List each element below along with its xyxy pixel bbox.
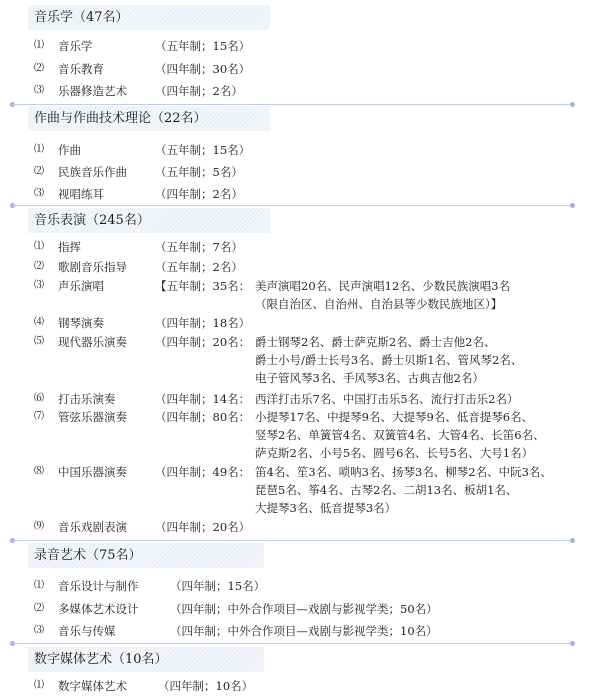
item-number: ⑼ — [34, 521, 44, 532]
item-detail-line: 爵士小号/爵士长号3名、爵士贝斯1名、管风琴2名、 — [255, 353, 523, 367]
section-divider — [12, 643, 572, 644]
item-name: 作曲 — [58, 143, 81, 157]
item-number: ⑵ — [34, 603, 44, 614]
item-duration: （四年制；中外合作项目—戏剧与影视学类；50名） — [170, 602, 438, 616]
item-number: ⑶ — [34, 188, 44, 199]
item-name: 指挥 — [58, 240, 81, 254]
item-number: ⑴ — [34, 241, 44, 252]
item-name: 民族音乐作曲 — [58, 165, 127, 179]
item-number: ⑻ — [34, 466, 44, 477]
item-detail-line: 爵士钢琴2名、爵士萨克斯2名、爵士吉他2名、 — [255, 335, 496, 349]
item-duration: （四年制；20名： — [155, 335, 251, 349]
item-detail-line: 萨克斯2名、小号5名、圆号6名、长号5名、大号1名） — [255, 446, 534, 460]
divider-dot — [570, 641, 575, 646]
item-number: ⑵ — [34, 63, 44, 74]
item-duration: （四年制；49名： — [155, 465, 251, 479]
item-name: 音乐与传媒 — [58, 624, 116, 638]
section-header-recording: 录音艺术（75名） — [28, 543, 264, 568]
section-header-performance: 音乐表演（245名） — [28, 208, 270, 233]
item-detail-line: 竖琴2名、单簧管4名、双簧管4名、大管4名、长笛6名、 — [255, 428, 545, 442]
item-name: 视唱练耳 — [58, 187, 104, 201]
item-duration: （四年制；14名： — [155, 392, 251, 406]
item-number: ⑸ — [34, 336, 44, 347]
item-number: ⑷ — [34, 317, 44, 328]
item-duration: （四年制；10名） — [158, 679, 254, 693]
item-number: ⑶ — [34, 280, 44, 291]
item-detail-line: 琵琶5名、筝4名、古琴2名、二胡13名、板胡1名、 — [255, 483, 518, 497]
item-name: 中国乐器演奏 — [58, 465, 127, 479]
item-detail-line: 电子管风琴3名、手风琴3名、古典吉他2名） — [255, 371, 484, 385]
item-number: ⑴ — [34, 680, 44, 691]
item-name: 声乐演唱 — [58, 279, 104, 293]
item-name: 管弦乐器演奏 — [58, 410, 127, 424]
item-name: 打击乐演奏 — [58, 392, 116, 406]
item-name: 现代器乐演奏 — [58, 335, 127, 349]
item-detail-line: （限自治区、自治州、自治县等少数民族地区）】 — [255, 297, 503, 311]
item-name: 音乐学 — [58, 39, 93, 53]
item-name: 音乐教育 — [58, 62, 104, 76]
item-detail-line: 大提琴3名、低音提琴3名） — [255, 501, 397, 515]
item-duration: （五年制；2名） — [155, 260, 243, 274]
item-duration: （四年制；20名） — [155, 520, 251, 534]
item-duration: （四年制；30名） — [155, 62, 251, 76]
item-duration: （五年制；5名） — [155, 165, 243, 179]
item-number: ⑶ — [34, 85, 44, 96]
divider-dot — [570, 102, 575, 107]
section-divider — [12, 104, 572, 105]
item-detail-line: 小提琴17名、中提琴9名、大提琴9名、低音提琴6名、 — [255, 410, 534, 424]
item-name: 音乐戏剧表演 — [58, 520, 127, 534]
item-number: ⑵ — [34, 261, 44, 272]
item-duration: （五年制；7名） — [155, 240, 243, 254]
item-detail-line: 美声演唱20名、民声演唱12名、少数民族演唱3名 — [255, 279, 511, 293]
section-header-musicology: 音乐学（47名） — [28, 5, 270, 30]
item-number: ⑶ — [34, 625, 44, 636]
item-name: 数字媒体艺术 — [58, 679, 127, 693]
item-detail-line: 笛4名、笙3名、唢呐3名、扬琴3名、柳琴2名、中阮3名、 — [255, 465, 552, 479]
item-number: ⑵ — [34, 166, 44, 177]
section-header-composition: 作曲与作曲技术理论（22名） — [28, 106, 270, 131]
item-duration: （五年制；15名） — [155, 39, 251, 53]
section-divider — [12, 205, 572, 206]
item-detail-line: 西洋打击乐7名、中国打击乐5名、流行打击乐2名） — [255, 392, 519, 406]
item-name: 乐器修造艺术 — [58, 84, 127, 98]
item-name: 歌剧音乐指导 — [58, 260, 127, 274]
item-number: ⑺ — [34, 411, 44, 422]
item-duration: （四年制；2名） — [155, 84, 243, 98]
item-duration: 【五年制；35名： — [155, 279, 251, 293]
item-duration: （四年制；18名） — [155, 316, 251, 330]
item-duration: （五年制；15名） — [155, 143, 251, 157]
item-name: 音乐设计与制作 — [58, 579, 139, 593]
section-header-digital-media: 数字媒体艺术（10名） — [28, 647, 264, 672]
item-duration: （四年制；80名： — [155, 410, 251, 424]
item-number: ⑹ — [34, 393, 44, 404]
section-divider — [12, 540, 572, 541]
divider-dot — [570, 203, 575, 208]
item-number: ⑴ — [34, 580, 44, 591]
item-duration: （四年制；中外合作项目—戏剧与影视学类；10名） — [170, 624, 438, 638]
item-duration: （四年制；15名） — [170, 579, 266, 593]
item-name: 多媒体艺术设计 — [58, 602, 139, 616]
item-number: ⑴ — [34, 144, 44, 155]
item-name: 钢琴演奏 — [58, 316, 104, 330]
divider-dot — [570, 538, 575, 543]
item-duration: （四年制；2名） — [155, 187, 243, 201]
item-number: ⑴ — [34, 40, 44, 51]
